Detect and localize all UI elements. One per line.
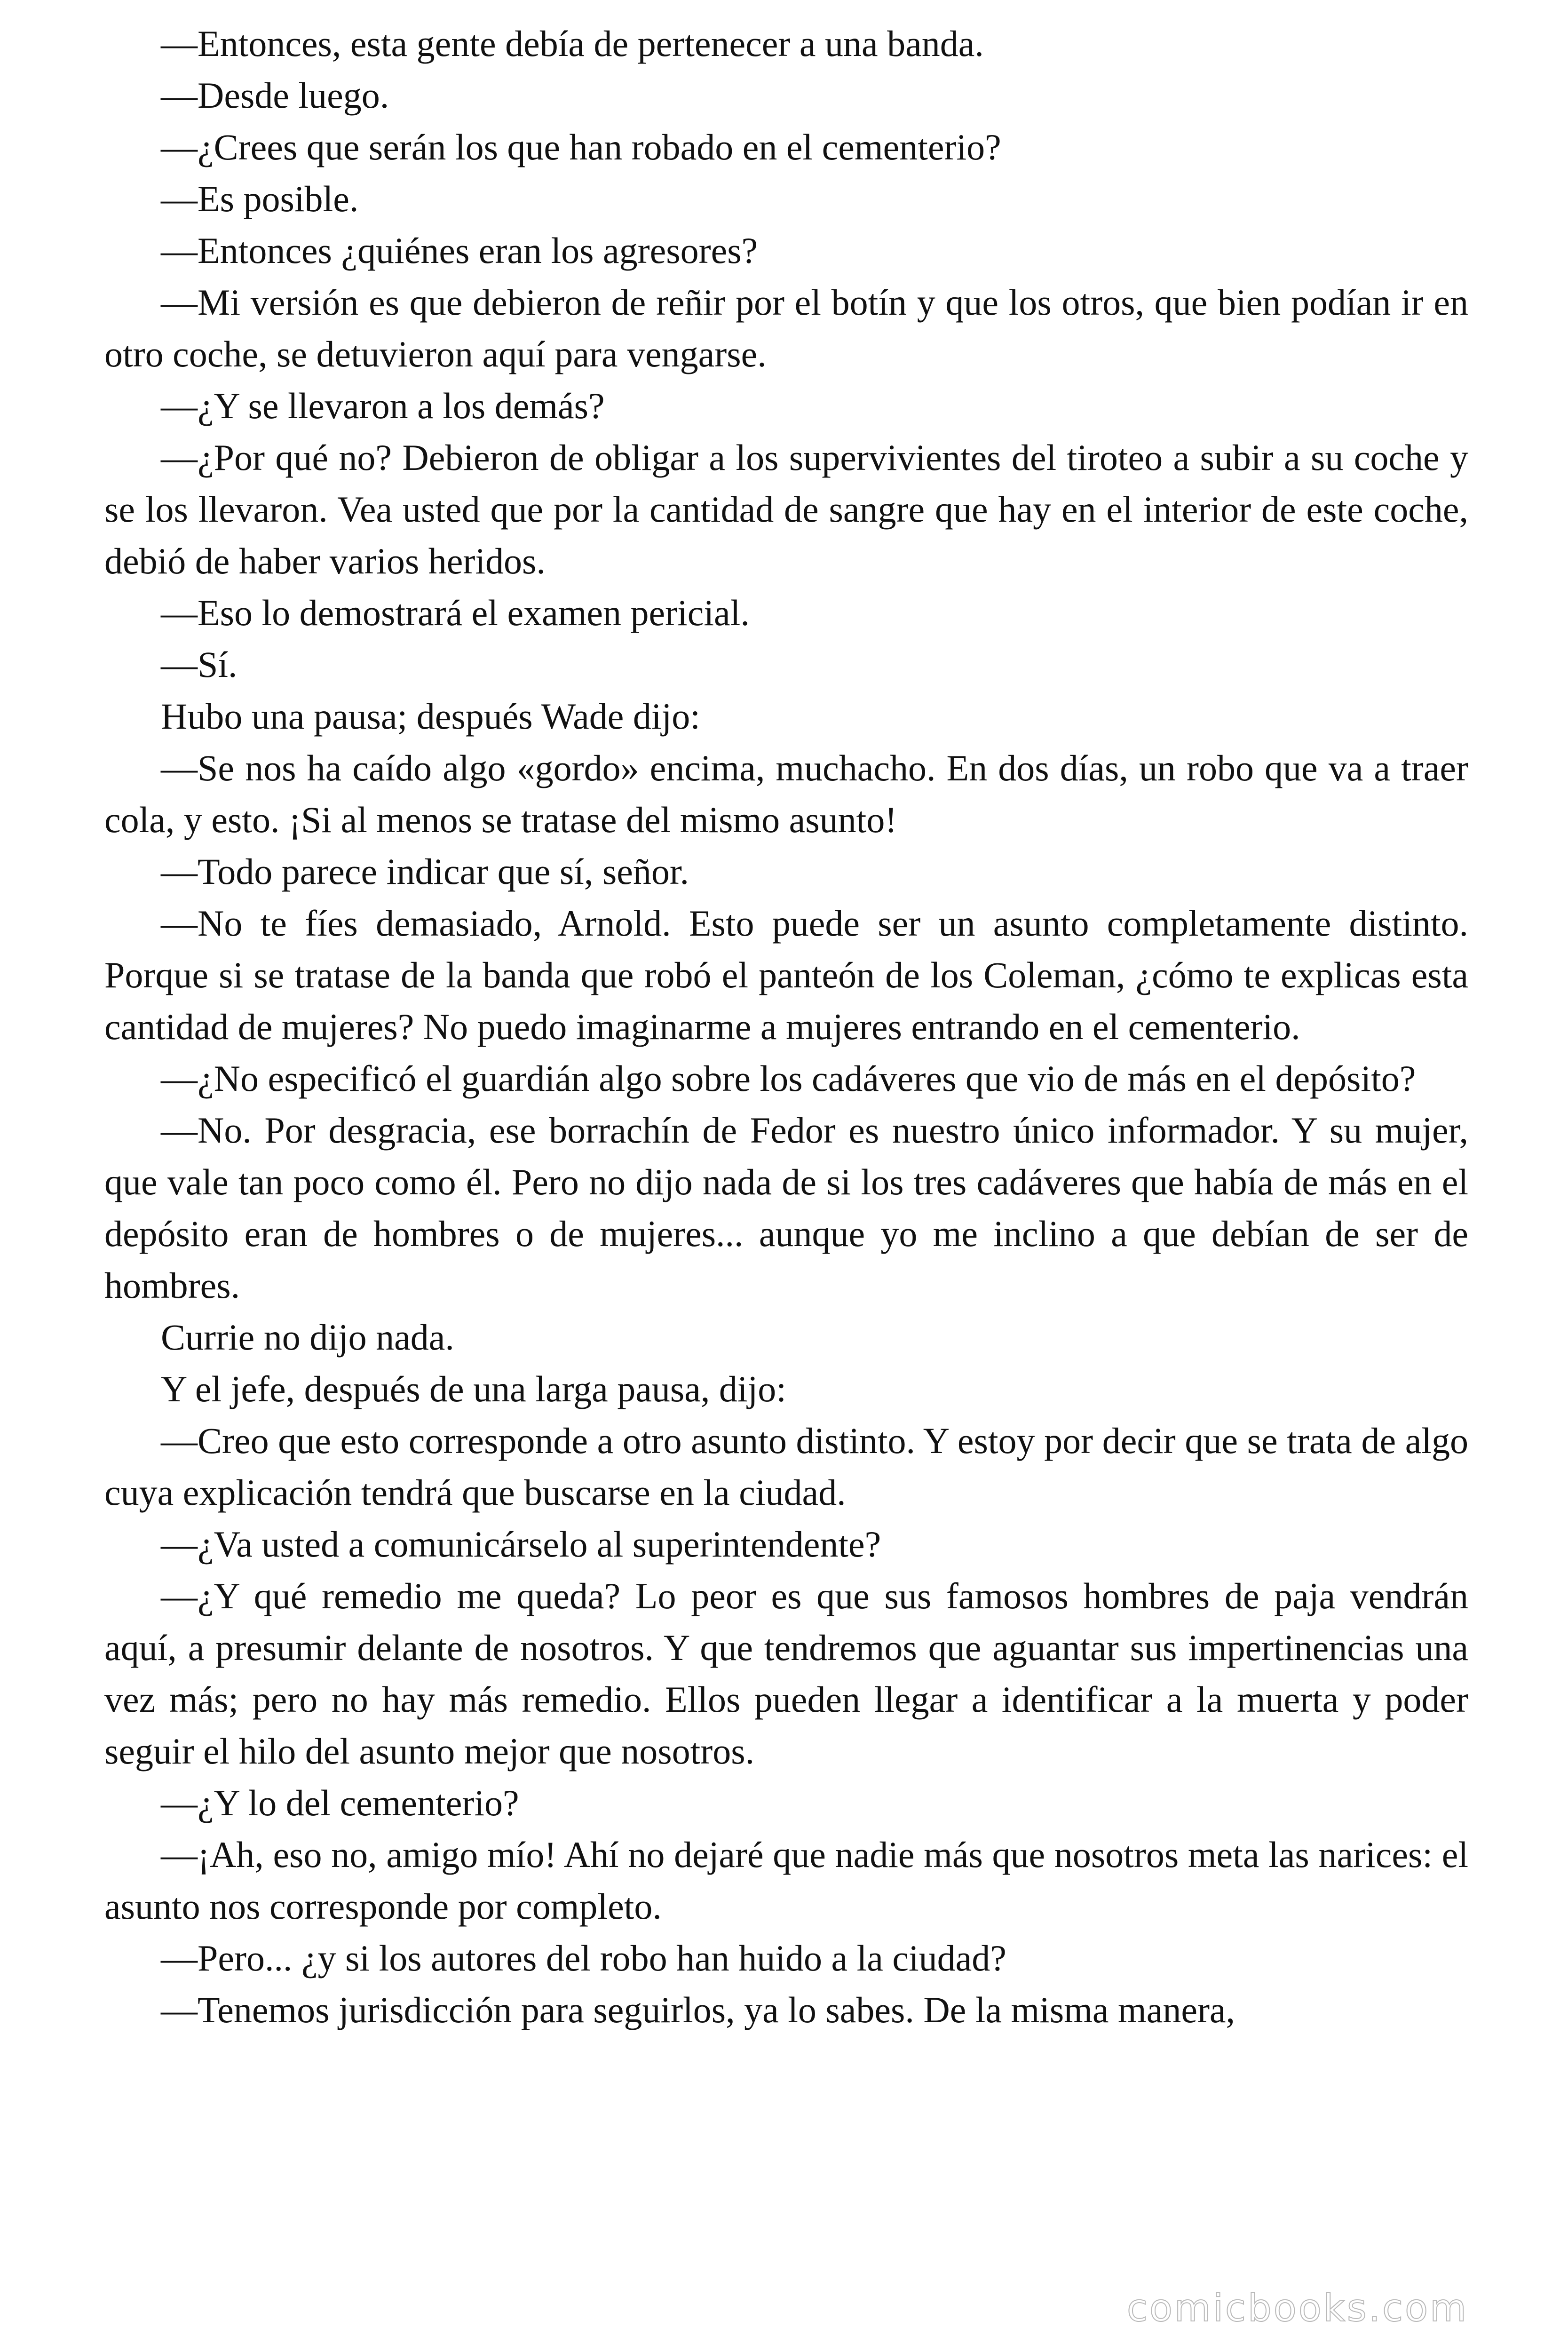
paragraph: —No. Por desgracia, ese borrachín de Fedor es nuestro único informador. Y su mujer, que vale tan poco como él. Pero no dijo nada de si los tres cadáveres que había de más en el depósito eran de hombres o de mujeres... aunque yo me inclino a que debían de ser de hombres. bbox=[104, 1110, 1468, 1306]
paragraph: —Eso lo demostrará el examen pericial. bbox=[161, 592, 750, 633]
watermark: comicbooks.com bbox=[1126, 2286, 1468, 2330]
paragraph: Y el jefe, después de una larga pausa, dijo: bbox=[161, 1368, 786, 1409]
paragraph: —¿Va usted a comunicárselo al superintendente? bbox=[161, 1524, 881, 1565]
paragraph: —Entonces, esta gente debía de pertenecer a una banda. bbox=[161, 23, 984, 64]
paragraph: —¿Y lo del cementerio? bbox=[161, 1782, 519, 1823]
paragraph: —Pero... ¿y si los autores del robo han huido a la ciudad? bbox=[161, 1938, 1006, 1979]
paragraph: —Entonces ¿quiénes eran los agresores? bbox=[161, 230, 758, 271]
paragraph: —No te fíes demasiado, Arnold. Esto puede ser un asunto completamente distinto. Porque si se tratase de la banda que robó el panteón de los Coleman, ¿cómo te explicas esta cantidad de mujeres? No puedo imaginarme a mujeres entrando en el cementerio. bbox=[104, 903, 1468, 1047]
paragraph: —¿Y qué remedio me queda? Lo peor es que sus famosos hombres de paja vendrán aquí, a presumir delante de nosotros. Y que tendremos que aguantar sus impertinencias una vez más; pero no hay más remedio. Ellos pueden llegar a identificar a la muerta y poder seguir el hilo del asunto mejor que nosotros. bbox=[104, 1575, 1468, 1772]
paragraph: —¿Y se llevaron a los demás? bbox=[161, 385, 605, 426]
paragraph: —¡Ah, eso no, amigo mío! Ahí no dejaré que nadie más que nosotros meta las narices: el asunto nos corresponde por completo. bbox=[104, 1834, 1468, 1927]
paragraph: —Desde luego. bbox=[161, 75, 389, 116]
paragraph: —¿Por qué no? Debieron de obligar a los supervivientes del tiroteo a subir a su coche y se los llevaron. Vea usted que por la cantidad de sangre que hay en el interior de este coche, debió de haber varios heridos. bbox=[104, 437, 1468, 581]
paragraph: Currie no dijo nada. bbox=[161, 1317, 454, 1358]
paragraph: —Mi versión es que debieron de reñir por el botín y que los otros, que bien podían ir en otro coche, se detuvieron aquí para vengarse. bbox=[104, 282, 1468, 374]
paragraph: —¿Crees que serán los que han robado en el cementerio? bbox=[161, 127, 1001, 167]
paragraph: Hubo una pausa; después Wade dijo: bbox=[161, 696, 700, 737]
page-body bbox=[104, 18, 1468, 2036]
paragraph: —Se nos ha caído algo «gordo» encima, muchacho. En dos días, un robo que va a traer cola, y esto. ¡Si al menos se tratase del mismo asunto! bbox=[104, 747, 1468, 840]
paragraph: —Tenemos jurisdicción para seguirlos, ya lo sabes. De la misma manera, bbox=[161, 1989, 1235, 2030]
paragraph: —Todo parece indicar que sí, señor. bbox=[161, 851, 689, 892]
paragraph: —Sí. bbox=[161, 644, 238, 685]
paragraph: —Es posible. bbox=[161, 178, 359, 219]
paragraph: —¿No especificó el guardián algo sobre los cadáveres que vio de más en el depósito? bbox=[161, 1058, 1416, 1099]
paragraph: —Creo que esto corresponde a otro asunto distinto. Y estoy por decir que se trata de algo cuya explicación tendrá que buscarse en la ciudad. bbox=[104, 1420, 1468, 1513]
